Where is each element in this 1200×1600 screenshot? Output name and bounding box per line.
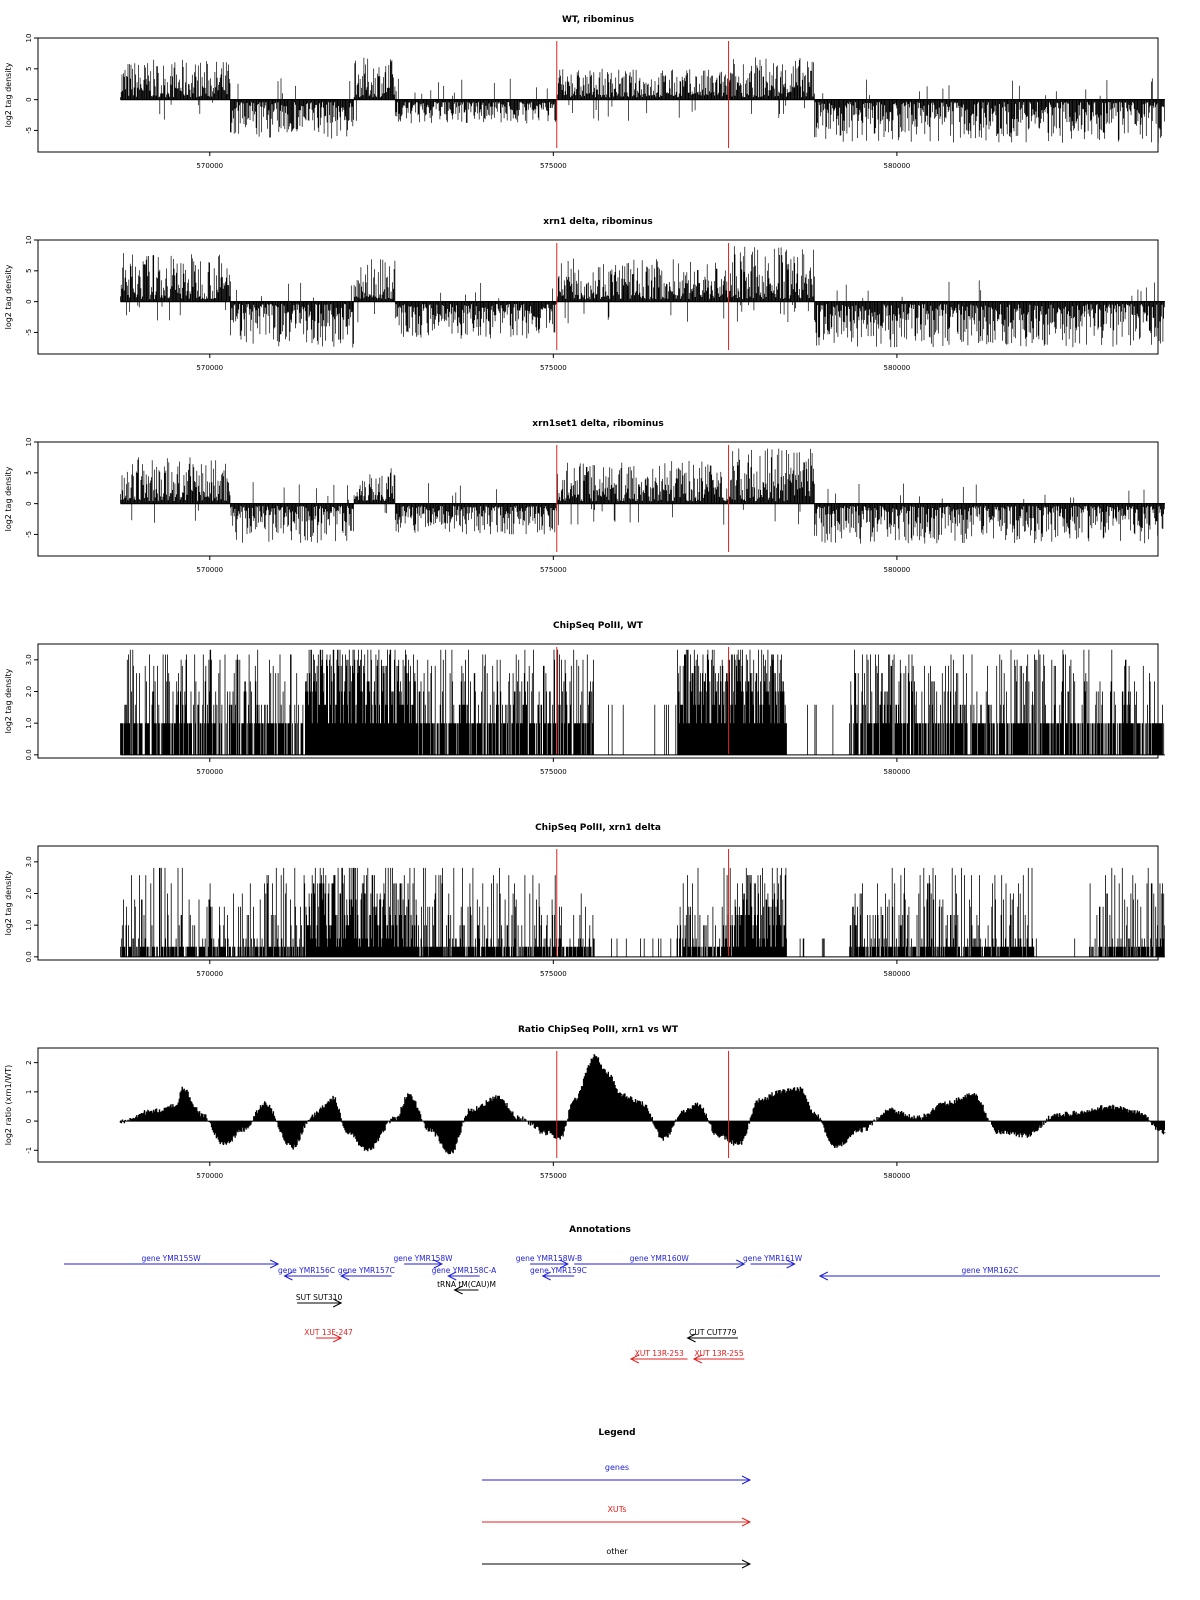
y-tick-label: 0.0	[25, 749, 33, 761]
x-tick-label: 580000	[883, 1172, 911, 1180]
ratio-point	[594, 1056, 595, 1057]
feature-label: gene YMR158W	[393, 1254, 453, 1263]
y-axis-label: log2 tag density	[4, 466, 13, 532]
ratio-point	[202, 1115, 203, 1116]
legend-label: genes	[604, 1463, 630, 1472]
data-marks	[120, 1054, 1166, 1154]
ratio-point	[518, 1118, 519, 1119]
ratio-point	[546, 1132, 547, 1133]
x-tick-label: 580000	[883, 566, 911, 574]
ratio-point	[779, 1091, 780, 1092]
ratio-point	[147, 1112, 148, 1113]
panel-title: Ratio ChipSeq PolII, xrn1 vs WT	[518, 1025, 678, 1035]
feature-label: gene YMR158C-A	[431, 1266, 497, 1275]
panel-3	[4, 419, 1165, 574]
panel-title: xrn1 delta, ribominus	[543, 217, 653, 227]
ratio-point	[312, 1115, 313, 1116]
legend-arrow-other	[482, 1560, 750, 1568]
ratio-point	[429, 1129, 430, 1130]
feature-label: gene YMR162C	[961, 1266, 1019, 1275]
x-tick-label: 570000	[196, 768, 224, 776]
ratio-point	[1137, 1112, 1138, 1113]
ratio-point	[333, 1097, 334, 1098]
x-tick-label: 575000	[539, 768, 567, 776]
ratio-point	[663, 1138, 664, 1139]
y-tick-label: 0	[25, 501, 33, 506]
y-tick-label: 10	[25, 437, 33, 447]
ratio-point	[560, 1138, 561, 1139]
ratio-point	[800, 1088, 801, 1089]
y-axis-label: log2 tag density	[4, 870, 13, 936]
ratio-point	[573, 1100, 574, 1101]
data-marks	[120, 650, 1164, 755]
y-tick-label: 0.0	[25, 951, 33, 963]
annotations-track	[64, 1225, 1160, 1363]
panel-5	[4, 823, 1165, 978]
x-tick-label: 570000	[196, 162, 224, 170]
x-tick-label: 580000	[883, 162, 911, 170]
panel-title: xrn1set1 delta, ribominus	[532, 419, 664, 429]
y-tick-label: 10	[25, 33, 33, 43]
y-tick-label: -5	[25, 530, 33, 538]
data-marks	[120, 246, 1164, 347]
x-tick-label: 580000	[883, 768, 911, 776]
y-tick-label: 5	[25, 268, 33, 274]
x-tick-label: 575000	[539, 970, 567, 978]
feature-label: CUT CUT779	[689, 1328, 737, 1337]
ratio-point	[470, 1109, 471, 1110]
ratio-point	[292, 1147, 293, 1148]
ratio-point	[347, 1132, 348, 1133]
y-tick-label: 5	[25, 66, 33, 72]
ratio-point	[999, 1132, 1000, 1133]
ratio-point	[408, 1094, 409, 1095]
ratio-point	[264, 1103, 265, 1104]
data-marks	[120, 868, 1164, 957]
ratio-point	[244, 1129, 245, 1130]
panel-1	[4, 15, 1165, 170]
x-tick-label: 570000	[196, 1172, 224, 1180]
ratio-point	[642, 1103, 643, 1104]
y-tick-label: 5	[25, 470, 33, 476]
x-tick-label: 580000	[883, 364, 911, 372]
y-axis-label: log2 ratio (xrn1/WT)	[4, 1064, 13, 1146]
legend-arrow-gene	[482, 1476, 750, 1484]
feature-label: gene YMR159C	[529, 1266, 587, 1275]
ratio-point	[738, 1144, 739, 1145]
ratio-point	[182, 1088, 183, 1089]
feature-label: tRNA tM(CAU)M	[437, 1280, 496, 1289]
x-tick-label: 570000	[196, 970, 224, 978]
ratio-point	[1027, 1135, 1028, 1136]
plot-frame	[38, 846, 1158, 960]
feature-label: gene YMR160W	[629, 1254, 689, 1263]
y-tick-label: 0	[25, 97, 33, 102]
ratio-point	[223, 1144, 224, 1145]
ratio-point	[621, 1094, 622, 1095]
y-tick-label: 1	[25, 1089, 33, 1095]
x-tick-label: 575000	[539, 364, 567, 372]
feature-label: SUT SUT310	[295, 1293, 343, 1302]
x-tick-label: 575000	[539, 566, 567, 574]
ratio-point	[917, 1118, 918, 1119]
y-tick-label: 0	[25, 299, 33, 304]
ratio-point	[697, 1103, 698, 1104]
panel-2	[4, 217, 1165, 372]
y-axis-label: log2 tag density	[4, 264, 13, 330]
feature-label: gene YMR161W	[743, 1254, 803, 1263]
ratio-point	[498, 1097, 499, 1098]
y-axis-label: log2 tag density	[4, 62, 13, 128]
legend-title: Legend	[598, 1428, 636, 1438]
y-tick-label: 1.0	[25, 717, 33, 729]
x-tick-label: 580000	[883, 970, 911, 978]
signal-bars	[121, 650, 1164, 755]
ratio-point	[1164, 1132, 1165, 1133]
y-tick-label: 1.0	[25, 919, 33, 931]
y-tick-label: 3.0	[25, 654, 33, 666]
x-tick-label: 570000	[196, 364, 224, 372]
ratio-area	[121, 1054, 1165, 1154]
ratio-point	[367, 1150, 368, 1151]
x-tick-label: 570000	[196, 566, 224, 574]
ratio-point	[718, 1135, 719, 1136]
legend-label: other	[606, 1547, 628, 1556]
feature-label: gene YMR158W-B	[515, 1254, 583, 1263]
legend-label: XUTs	[607, 1505, 627, 1514]
ratio-point	[972, 1094, 973, 1095]
feature-label: XUT 13R-255	[694, 1349, 744, 1358]
legend	[482, 1428, 750, 1568]
x-tick-label: 575000	[539, 1172, 567, 1180]
ratio-point	[683, 1112, 684, 1113]
panel-title: ChipSeq PolII, xrn1 delta	[535, 823, 661, 833]
data-marks	[120, 449, 1164, 544]
y-axis-label: log2 tag density	[4, 668, 13, 734]
feature-label: gene YMR155W	[141, 1254, 201, 1263]
y-tick-label: 10	[25, 235, 33, 245]
ratio-point	[889, 1109, 890, 1110]
y-tick-label: -1	[25, 1146, 33, 1154]
signal-bars	[121, 449, 1165, 544]
ratio-point	[1109, 1106, 1110, 1107]
panel-6	[4, 1025, 1165, 1180]
data-marks	[120, 57, 1164, 142]
signal-bars	[121, 868, 1165, 957]
y-tick-label: 2.0	[25, 685, 33, 698]
panel-title: WT, ribominus	[561, 15, 635, 25]
ratio-point	[862, 1129, 863, 1130]
y-tick-label: 3.0	[25, 856, 33, 868]
panel-title: ChipSeq PolII, WT	[553, 621, 643, 631]
ratio-point	[1082, 1112, 1083, 1113]
x-tick-label: 575000	[539, 162, 567, 170]
ratio-point	[759, 1100, 760, 1101]
panel-4	[4, 621, 1165, 776]
annotations-title: Annotations	[569, 1225, 631, 1235]
signal-bars	[121, 246, 1165, 347]
y-tick-label: -5	[25, 126, 33, 134]
ratio-point	[175, 1106, 176, 1107]
ratio-point	[944, 1103, 945, 1104]
ratio-point	[814, 1112, 815, 1113]
ratio-point	[395, 1118, 396, 1119]
ratio-point	[450, 1153, 451, 1154]
y-tick-label: 2	[25, 1060, 33, 1065]
feature-label: gene YMR157C	[337, 1266, 395, 1275]
y-tick-label: 0	[25, 1118, 33, 1124]
feature-label: gene YMR156C	[278, 1266, 335, 1275]
legend-arrow-xut	[482, 1518, 750, 1526]
feature-label: XUT 13F-247	[304, 1328, 353, 1337]
y-tick-label: -5	[25, 328, 33, 336]
feature-label: XUT 13R-253	[634, 1349, 684, 1358]
ratio-point	[1054, 1115, 1055, 1116]
y-tick-label: 2.0	[25, 887, 33, 900]
ratio-point	[834, 1147, 835, 1148]
ratio-point	[608, 1074, 609, 1075]
